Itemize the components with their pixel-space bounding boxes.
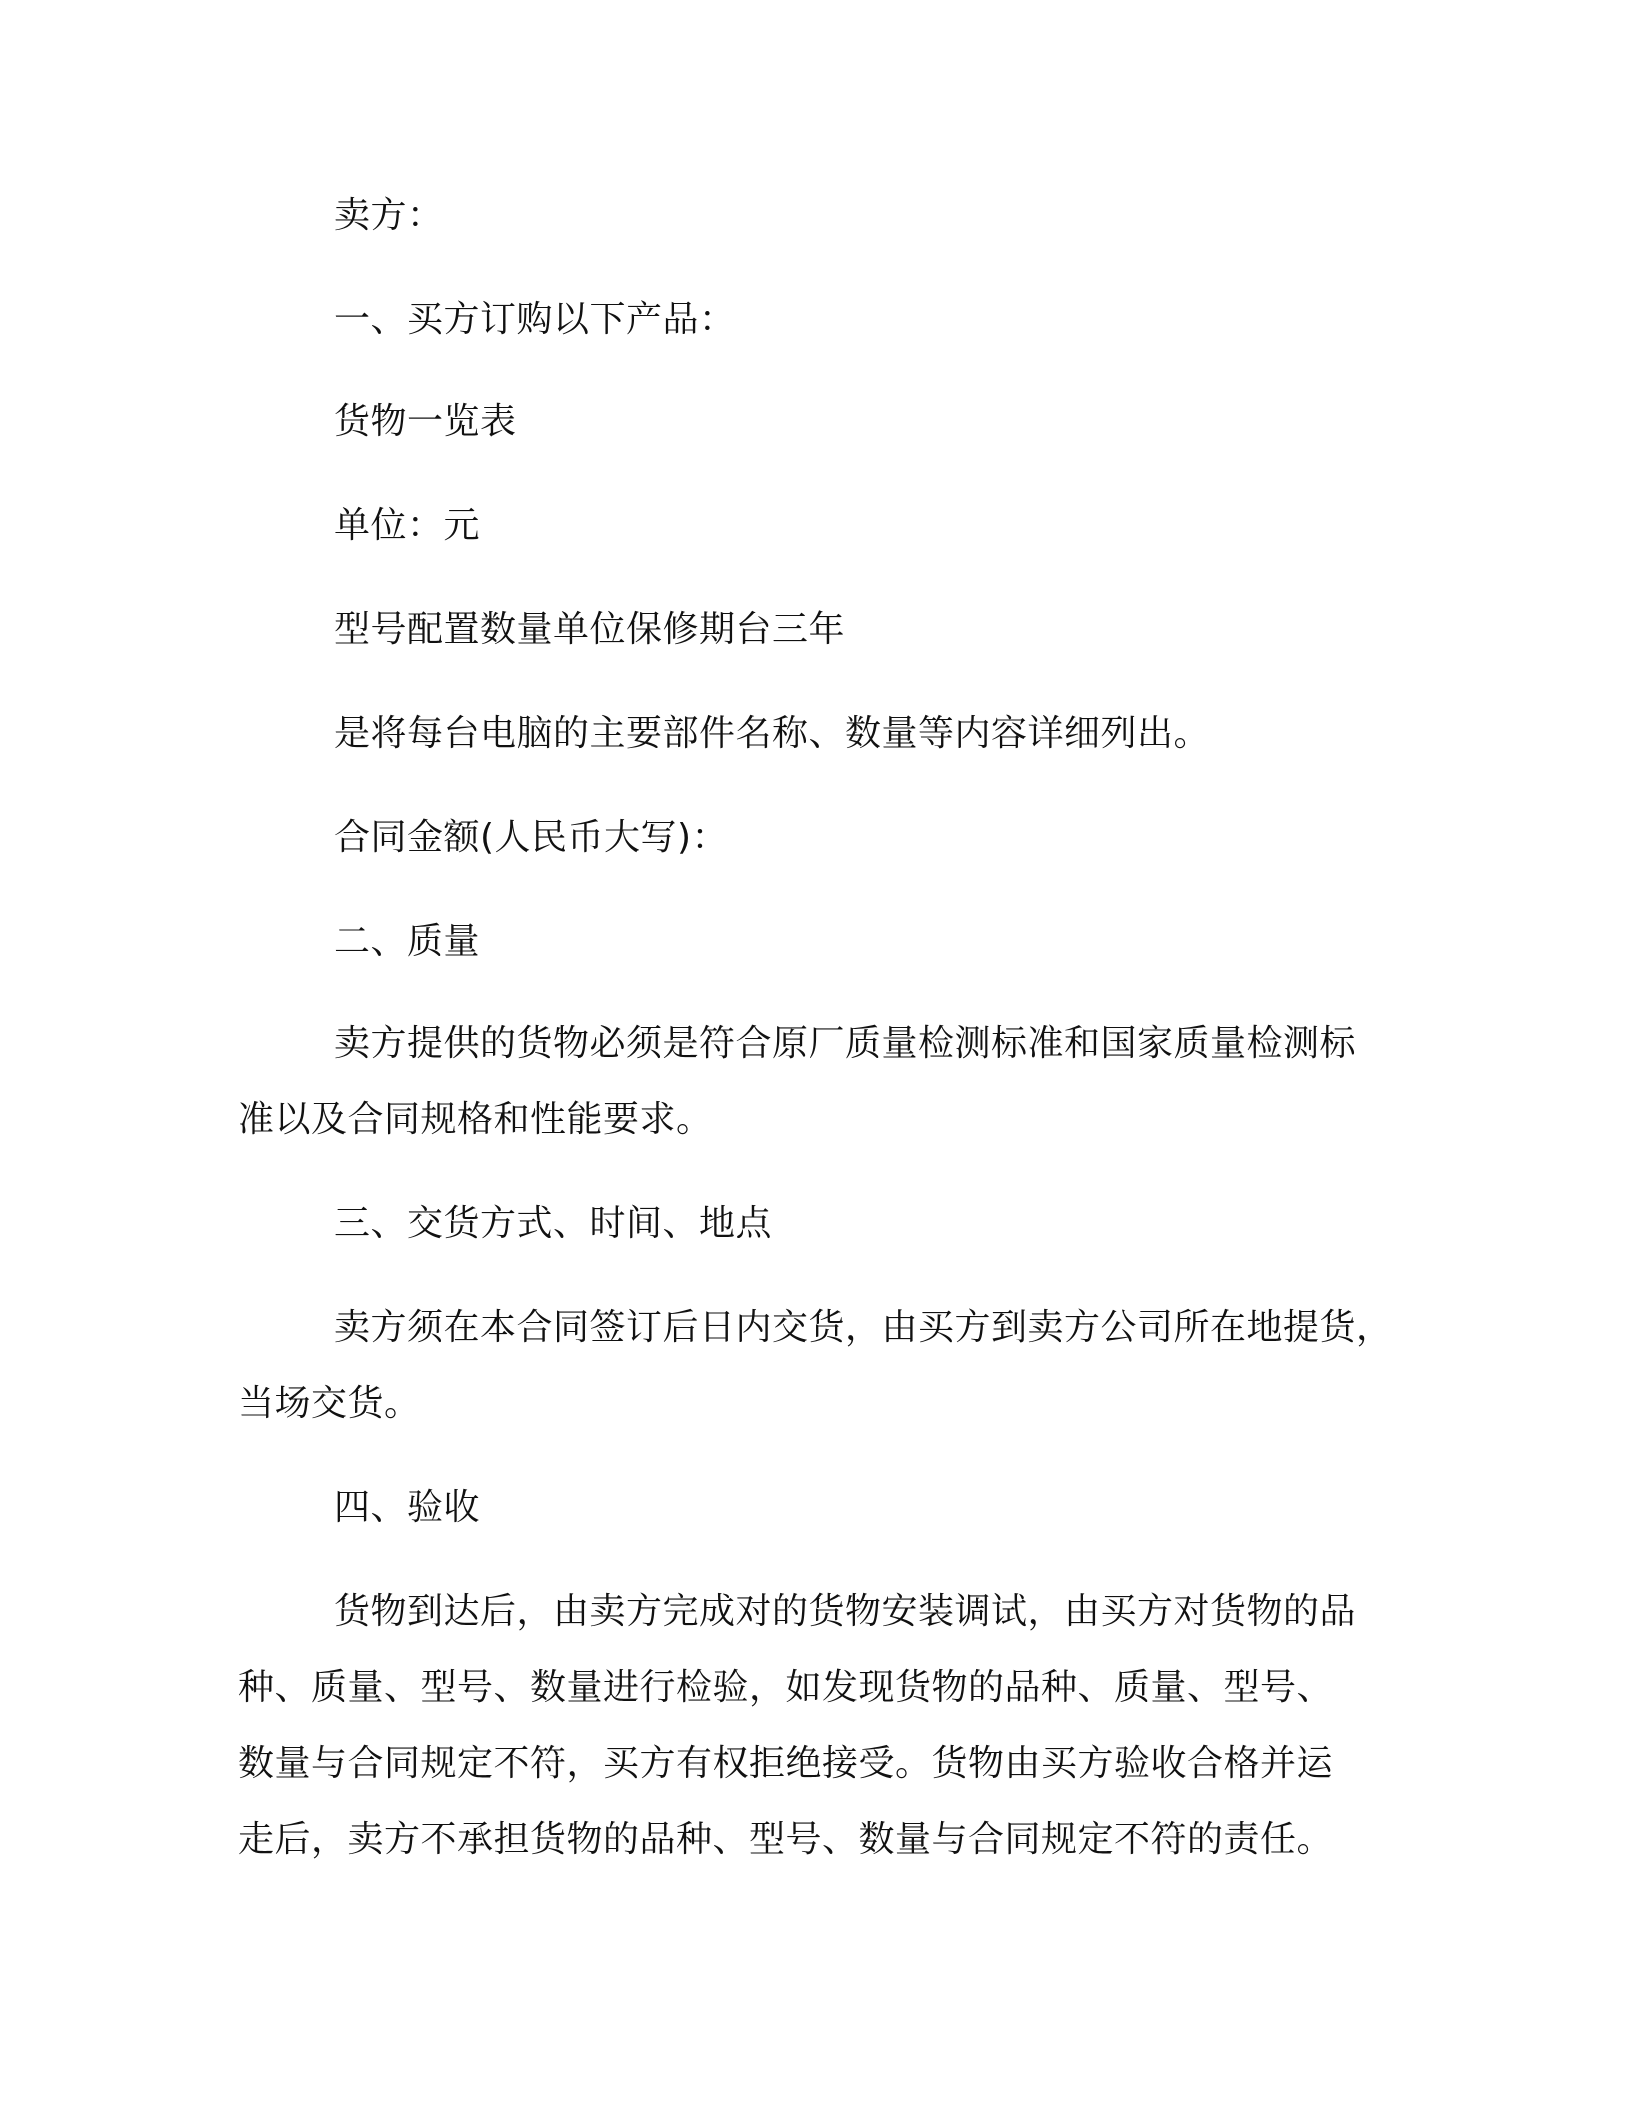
config-note: 是将每台电脑的主要部件名称、数量等内容详细列出。 — [334, 713, 1211, 754]
section3-title: 三、交货方式、时间、地点 — [334, 1203, 773, 1244]
section4-body-line-4: 走后，卖方不承担货物的品种、型号、数量与合同规定不符的责任。 — [238, 1819, 1334, 1860]
section4-title: 四、验收 — [334, 1487, 481, 1528]
section3-body-line-2: 当场交货。 — [238, 1383, 421, 1424]
section3-body-line-1: 卖方须在本合同签订后日内交货，由买方到卖方公司所在地提货， — [334, 1307, 1393, 1348]
seller-label: 卖方： — [334, 195, 444, 236]
section4-body-line-2: 种、质量、型号、数量进行检验，如发现货物的品种、质量、型号、 — [238, 1667, 1334, 1708]
section2-title: 二、质量 — [334, 921, 481, 962]
contract-amount: 合同金额(人民币大写)： — [334, 817, 729, 858]
section2-body-line-1: 卖方提供的货物必须是符合原厂质量检测标准和国家质量检测标 — [334, 1023, 1357, 1064]
section4-body-line-3: 数量与合同规定不符，买方有权拒绝接受。货物由买方验收合格并运 — [238, 1743, 1334, 1784]
unit-line: 单位：元 — [334, 505, 481, 546]
goods-list-title: 货物一览表 — [334, 401, 517, 442]
section2-body-line-2: 准以及合同规格和性能要求。 — [238, 1099, 713, 1140]
section1-title: 一、买方订购以下产品： — [334, 299, 736, 340]
section4-body-line-1: 货物到达后，由卖方完成对的货物安装调试，由买方对货物的品 — [334, 1591, 1357, 1632]
table-header-line: 型号配置数量单位保修期台三年 — [334, 609, 846, 650]
